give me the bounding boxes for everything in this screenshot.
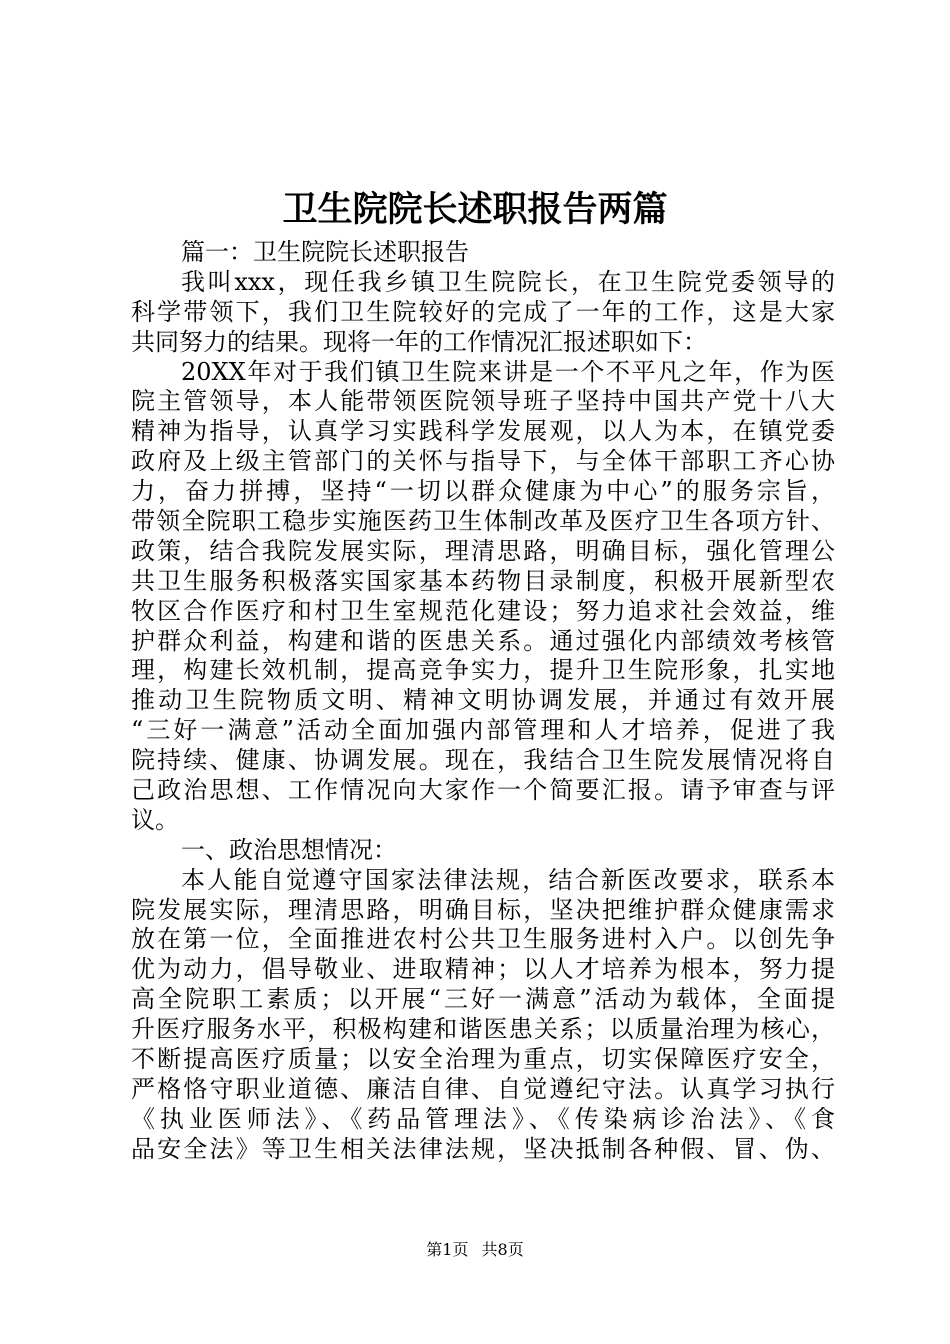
text-line: 护群众利益，构建和谐的医患关系。通过强化内部绩效考核管 bbox=[131, 626, 835, 655]
text-line: 己政治思想、工作情况向大家作一个简要汇报。请予审查与评 bbox=[131, 776, 835, 805]
text-line: 《执业医师法》、《药品管理法》、《传染病诊治法》、《食 bbox=[131, 1104, 835, 1133]
page-footer bbox=[0, 1238, 950, 1262]
document-body bbox=[131, 238, 835, 1165]
text-line: 精神为指导，认真学习实践科学发展观，以人为本，在镇党委 bbox=[131, 417, 835, 446]
document-title: 卫生院院长述职报告两篇 bbox=[282, 189, 668, 230]
text-line: 共卫生服务积极落实国家基本药物目录制度，积极开展新型农 bbox=[131, 566, 835, 595]
text-line: 推动卫生院物质文明、精神文明协调发展，并通过有效开展 bbox=[131, 686, 835, 715]
text-line: 我叫xxx，现任我乡镇卫生院院长，在卫生院党委领导的 bbox=[181, 267, 835, 296]
text-line: 共同努力的结果。现将一年的工作情况汇报述职如下： bbox=[131, 327, 707, 356]
text-line: 放在第一位，全面推进农村公共卫生服务进村入户。以创先争 bbox=[131, 925, 835, 954]
text-line: 升医疗服务水平，积极构建和谐医患关系；以质量治理为核心， bbox=[131, 1015, 835, 1044]
text-line: 严格恪守职业道德、廉洁自律、自觉遵纪守法。认真学习执行 bbox=[131, 1074, 835, 1103]
text-line: 本人能自觉遵守国家法律法规，结合新医改要求，联系本 bbox=[181, 865, 835, 894]
text-line: 院持续、健康、协调发展。现在，我结合卫生院发展情况将自 bbox=[131, 746, 835, 775]
text-line: 政策，结合我院发展实际，理清思路，明确目标，强化管理公 bbox=[131, 536, 835, 565]
text-line: 品安全法》等卫生相关法律法规，坚决抵制各种假、冒、伪、 bbox=[131, 1134, 835, 1163]
text-line: 20XX年对于我们镇卫生院来讲是一个不平凡之年，作为医 bbox=[181, 357, 835, 386]
text-line: 带领全院职工稳步实施医药卫生体制改革及医疗卫生各项方针、 bbox=[131, 507, 835, 536]
text-line: 院发展实际，理清思路，明确目标，坚决把维护群众健康需求 bbox=[131, 895, 835, 924]
page-total: 共8页 bbox=[481, 1240, 524, 1259]
text-line: 议。 bbox=[131, 805, 179, 834]
text-line: 理，构建长效机制，提高竞争实力，提升卫生院形象，扎实地 bbox=[131, 656, 835, 685]
page-number: 第1页 bbox=[426, 1240, 469, 1259]
text-line: 科学带领下，我们卫生院较好的完成了一年的工作，这是大家 bbox=[131, 297, 835, 326]
text-line: 一、政治思想情况： bbox=[181, 835, 397, 864]
text-line: 优为动力，倡导敬业、进取精神；以人才培养为根本，努力提 bbox=[131, 955, 835, 984]
text-line: 政府及上级主管部门的关怀与指导下，与全体干部职工齐心协 bbox=[131, 447, 835, 476]
text-line: 高全院职工素质；以开展“三好一满意”活动为载体，全面提 bbox=[131, 985, 835, 1014]
text-line: 院主管领导，本人能带领医院领导班子坚持中国共产党十八大 bbox=[131, 387, 835, 416]
text-line: 不断提高医疗质量；以安全治理为重点，切实保障医疗安全， bbox=[131, 1045, 835, 1074]
text-line: 篇一：卫生院院长述职报告 bbox=[181, 238, 469, 266]
text-line: “三好一满意”活动全面加强内部管理和人才培养，促进了我 bbox=[131, 716, 835, 745]
text-line: 力，奋力拼搏，坚持“一切以群众健康为中心”的服务宗旨， bbox=[131, 477, 835, 506]
text-line: 牧区合作医疗和村卫生室规范化建设；努力追求社会效益，维 bbox=[131, 596, 835, 625]
